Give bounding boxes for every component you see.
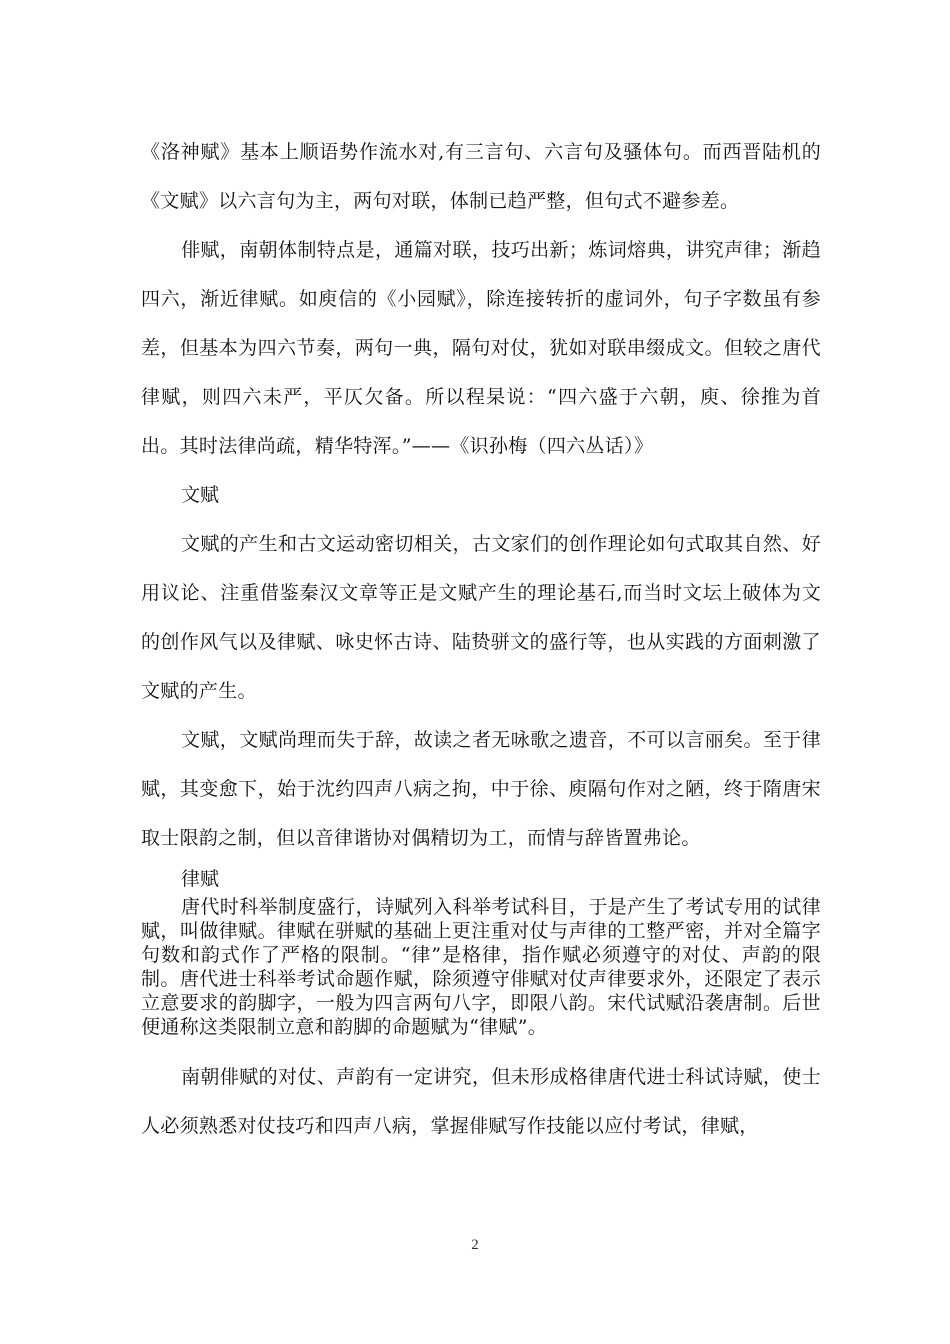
paragraph-paifu: 俳赋，南朝体制特点是，通篇对联，技巧出新；炼词熔典，讲究声律；渐趋四六，渐近律赋。如庾信的《小园赋》，除连接转折的虚词外，句子字数虽有参差，但基本为四六节奏，两句一典，隔句对仗，犹如对联串缀成文。但较之唐代律赋，则四六未严，平仄欠备。所以程杲说：“四六盛于六朝，庾、徐推为首出。其时法律尚疏，精华特浑。”——《识孙梅（四六丛话）》: [141, 239, 821, 457]
section-heading-lvfu: 律赋: [181, 868, 220, 890]
paragraph-wenfu-lvfu-compare: 文赋，文赋尚理而失于辞，故读之者无咏歌之遗音，不可以言丽矣。至于律赋，其变愈下，始于沈约四声八病之拘，中于徐、庾隔句作对之陋，终于隋唐宋取士限韵之制，但以音律谐协对偶精切为工，而情与辞皆置弗论。: [141, 729, 821, 849]
document-body: [141, 128, 821, 1151]
paragraph-lvfu-definition: 唐代时科举制度盛行，诗赋列入科举考试科目，于是产生了考试专用的试律赋，叫做律赋。律赋在骈赋的基础上更注重对仗与声律的工整严密，并对全篇字句数和韵式作了严格的限制。“律”是格律，指作赋必须遵守的对仗、声韵的限制。唐代进士科举考试命题作赋，除须遵守俳赋对仗声律要求外，还限定了表示立意要求的韵脚字，一般为四言两句八字，即限八韵。宋代试赋沿袭唐制。后世便通称这类限制立意和韵脚的命题赋为“律赋”。: [141, 896, 821, 1038]
paragraph-wenfu-origin: 文赋的产生和古文运动密切相关，古文家们的创作理论如句式取其自然、好用议论、注重借鉴秦汉文章等正是文赋产生的理论基石,而当时文坛上破体为文的创作风气以及律赋、咏史怀古诗、陆贽骈文的盛行等，也从实践的方面刺激了文赋的产生。: [141, 533, 821, 702]
paragraph-luoshen-wenfu: 《洛神赋》基本上顺语势作流水对,有三言句、六言句及骚体句。而西晋陆机的《文赋》以六言句为主，两句对联，体制已趋严整，但句式不避参差。: [141, 141, 821, 212]
section-heading-wenfu: 文赋: [181, 484, 220, 506]
page-number: 2: [471, 1237, 479, 1253]
paragraph-nanchao-paifu: 南朝俳赋的对仗、声韵有一定讲究，但未形成格律唐代进士科试诗赋，使士人必须熟悉对仗技巧和四声八病，掌握俳赋写作技能以应付考试，律赋，: [141, 1066, 821, 1137]
